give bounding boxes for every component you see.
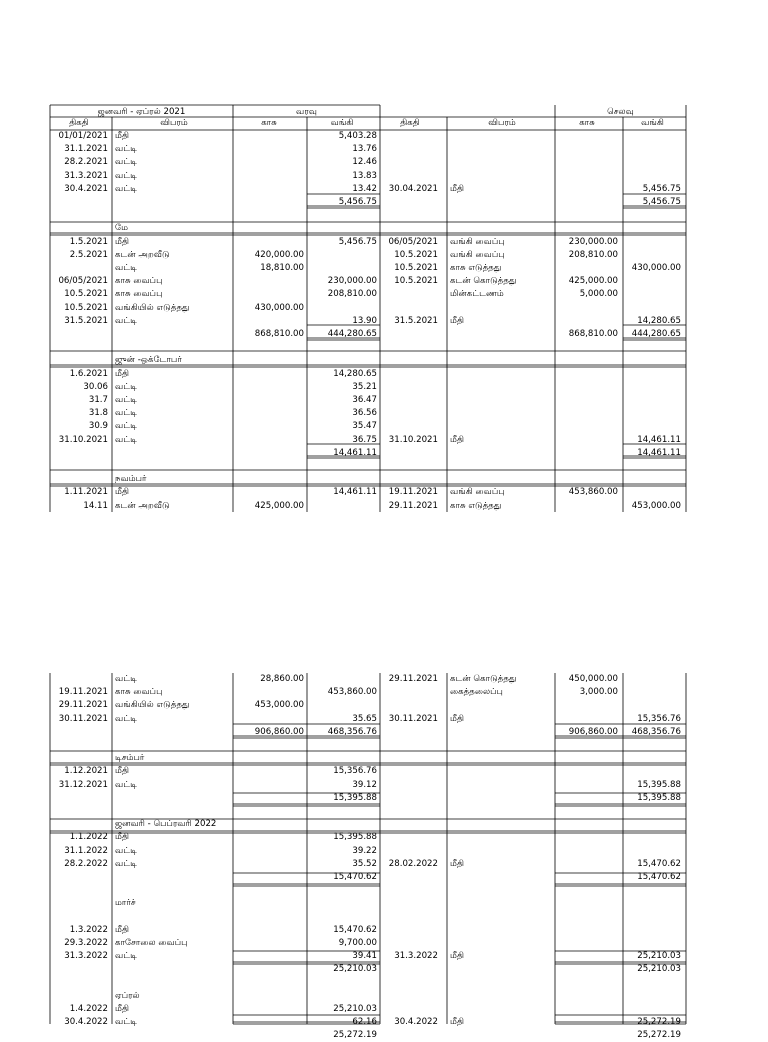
receipt-desc-cell: மீதி: [115, 131, 129, 141]
receipt-cash-cell: 430,000.00: [254, 302, 304, 313]
receipt-date-cell: 30.4.2022: [64, 1017, 108, 1028]
payment-date-cell: 10.5.2021: [394, 263, 438, 273]
table-row: [0, 818, 768, 831]
payment-bank-cell: 14,461.11: [637, 434, 681, 445]
receipt-desc-cell: மீதி: [115, 924, 129, 935]
receipt-date-cell: 29.3.2022: [64, 938, 108, 948]
payment-bank-cell: 25,210.03: [637, 964, 681, 975]
table-row: [0, 447, 768, 460]
payment-date-cell: 30.11.2021: [388, 713, 438, 724]
payment-desc-cell: மீதி: [450, 858, 464, 869]
receipt-date-cell: 30.4.2021: [64, 183, 108, 194]
payment-bank-cell: 25,272.19: [637, 1030, 681, 1041]
payment-cash-cell: 453,860.00: [568, 487, 618, 498]
receipt-bank-cell: 35.52: [352, 858, 377, 869]
receipt-bank-cell: 62.16: [352, 1017, 377, 1028]
receipt-date-cell: 31.5.2021: [64, 315, 108, 326]
payment-bank-cell: 453,000.00: [631, 500, 681, 511]
table-row: [0, 765, 768, 778]
table-row: [0, 209, 768, 222]
payment-cash-cell: 208,810.00: [568, 249, 618, 260]
receipt-desc-cell: காசோலை வைப்பு: [115, 938, 188, 948]
receipt-date-cell: 31.10.2021: [58, 434, 108, 445]
table-row: [0, 673, 768, 686]
payment-bank-cell: 25,210.03: [637, 951, 681, 962]
payments-title: செலவு: [607, 107, 634, 117]
receipt-date-cell: 2.5.2021: [69, 249, 108, 260]
payment-desc-cell: வங்கி வைப்பு: [450, 236, 505, 247]
ledger-sheet-page-2: [0, 512, 768, 1041]
table-row: [0, 990, 768, 1003]
receipt-bank-cell: 25,210.03: [333, 964, 377, 975]
table-row: [0, 858, 768, 871]
receipt-desc-cell: டிசம்பர்: [115, 753, 145, 764]
payment-desc-cell: மீதி: [450, 434, 464, 445]
receipt-bank-cell: 35.21: [352, 381, 377, 392]
table-row: [0, 394, 768, 407]
receipt-desc-cell: வட்டி: [115, 858, 137, 869]
receipt-date-cell: 31.7: [88, 395, 108, 405]
receipt-date-cell: 10.5.2021: [64, 302, 108, 313]
table-row: [0, 183, 768, 196]
table-row: [0, 739, 768, 752]
payment-date-cell: 31.5.2021: [394, 315, 438, 326]
receipt-desc-cell: வட்டி: [115, 157, 137, 168]
receipt-date-cell: 30.11.2021: [58, 713, 108, 724]
payment-date-cell: 28.02.2022: [388, 858, 438, 869]
receipt-bank-cell: 14,461.11: [333, 447, 377, 458]
receipt-bank-cell: 9,700.00: [338, 938, 377, 948]
receipt-cash-cell: 453,000.00: [254, 700, 304, 711]
table-row: [0, 407, 768, 420]
table-row: [0, 486, 768, 499]
payment-desc-cell: வங்கி வைப்பு: [450, 487, 505, 498]
table-row: [0, 831, 768, 844]
table-row: [0, 420, 768, 433]
table-row: [0, 686, 768, 699]
receipt-desc-cell: மீதி: [115, 368, 129, 379]
receipt-bank-cell: 12.46: [352, 157, 377, 168]
receipt-date-cell: 1.5.2021: [69, 236, 108, 247]
table-row: [0, 1016, 768, 1029]
table-row: [0, 222, 768, 235]
ledger-sheet-page-1: [0, 0, 768, 512]
payment-bank-cell: 15,470.62: [637, 858, 681, 869]
table-row: [0, 249, 768, 262]
receipt-desc-cell: காசு வைப்பு: [115, 289, 163, 300]
receipt-date-cell: 31.3.2022: [64, 951, 108, 962]
receipt-desc-cell: மீதி: [115, 1004, 129, 1014]
receipt-desc-cell: ஏப்ரல்: [115, 990, 140, 1001]
table-row: [0, 1029, 768, 1042]
payment-desc-cell: கடன் கொடுத்தது: [450, 674, 517, 684]
payment-desc-cell: காசு எடுத்தது: [450, 500, 502, 511]
receipt-cash-cell: 906,860.00: [254, 726, 304, 737]
receipt-bank-cell: 15,470.62: [333, 924, 377, 935]
receipt-bank-cell: 14,461.11: [333, 487, 377, 498]
receipt-date-cell: 01/01/2021: [58, 131, 108, 141]
receipt-date-cell: 19.11.2021: [58, 687, 108, 698]
payment-date-cell: 06/05/2021: [388, 236, 438, 247]
payment-bank-cell: 15,395.88: [637, 792, 681, 803]
receipt-date-cell: 31.12.2021: [58, 779, 108, 790]
receipt-cash-cell: 425,000.00: [254, 500, 304, 511]
receipt-bank-cell: 14,280.65: [333, 368, 377, 379]
receipt-desc-cell: காசு வைப்பு: [115, 276, 163, 287]
receipt-bank-cell: 5,456.75: [338, 197, 377, 207]
col-bank-payments: வங்கி: [641, 118, 664, 128]
receipt-bank-cell: 13.83: [352, 170, 377, 181]
table-row: [0, 963, 768, 976]
payment-desc-cell: மீதி: [450, 1017, 464, 1028]
receipt-cash-cell: 868,810.00: [254, 329, 304, 339]
receipt-bank-cell: 5,403.28: [338, 131, 377, 141]
receipt-bank-cell: 15,356.76: [333, 766, 377, 777]
receipt-date-cell: 1.1.2022: [69, 832, 108, 843]
payment-desc-cell: கைத்தலைப்பு: [450, 687, 503, 698]
table-row: [0, 500, 768, 513]
receipt-desc-cell: காசு வைப்பு: [115, 687, 163, 698]
table-row: [0, 156, 768, 169]
payment-date-cell: 10.5.2021: [394, 249, 438, 260]
table-row: [0, 911, 768, 924]
receipt-bank-cell: 35.47: [352, 421, 377, 432]
receipt-desc-cell: வட்டி: [115, 674, 137, 684]
receipt-desc-cell: வட்டி: [115, 381, 137, 392]
receipt-cash-cell: 420,000.00: [254, 249, 304, 260]
payment-date-cell: 19.11.2021: [388, 487, 438, 498]
payment-desc-cell: வங்கி வைப்பு: [450, 249, 505, 260]
receipt-desc-cell: வட்டி: [115, 779, 137, 790]
receipt-date-cell: 14.11: [83, 500, 108, 511]
table-row: [0, 752, 768, 765]
receipt-date-cell: 28.2.2022: [64, 858, 108, 869]
receipt-desc-cell: வட்டி: [115, 144, 137, 155]
payment-bank-cell: 444,280.65: [631, 329, 681, 339]
period-title: ஜனவரி - ஏப்ரல் 2021: [97, 107, 186, 117]
receipt-date-cell: 28.2.2021: [64, 157, 108, 168]
col-desc-payments: விபரம்: [488, 118, 516, 128]
payment-cash-cell: 3,000.00: [579, 687, 618, 698]
receipt-bank-cell: 13.42: [352, 183, 377, 194]
receipt-bank-cell: 444,280.65: [327, 329, 377, 339]
receipt-cash-cell: 18,810.00: [260, 263, 304, 273]
payment-date-cell: 30.4.2022: [394, 1017, 438, 1028]
receipt-bank-cell: 15,395.88: [333, 832, 377, 843]
receipt-desc-cell: வட்டி: [115, 1017, 137, 1028]
receipt-bank-cell: 13.76: [352, 144, 377, 155]
payment-bank-cell: 5,456.75: [642, 197, 681, 207]
payment-bank-cell: 430,000.00: [631, 263, 681, 273]
receipt-bank-cell: 230,000.00: [327, 276, 377, 287]
receipt-date-cell: 06/05/2021: [58, 276, 108, 287]
receipt-bank-cell: 35.65: [352, 713, 377, 724]
receipt-desc-cell: வட்டி: [115, 408, 137, 419]
receipt-bank-cell: 36.75: [352, 434, 377, 445]
receipt-bank-cell: 13.90: [352, 315, 377, 326]
table-row: [0, 196, 768, 209]
receipt-date-cell: 1.11.2021: [64, 487, 108, 498]
payment-cash-cell: 450,000.00: [568, 674, 618, 684]
col-bank-receipts: வங்கி: [330, 118, 354, 128]
payment-bank-cell: 5,456.75: [642, 183, 681, 194]
payment-date-cell: 29.11.2021: [388, 674, 438, 684]
table-row: [0, 845, 768, 858]
payment-bank-cell: 15,395.88: [637, 779, 681, 790]
receipt-date-cell: 29.11.2021: [58, 700, 108, 711]
receipt-desc-cell: வட்டி: [115, 713, 137, 724]
table-row: [0, 726, 768, 739]
receipt-bank-cell: 39.22: [352, 845, 377, 856]
table-row: [0, 381, 768, 394]
receipt-date-cell: 30.06: [83, 381, 108, 392]
payment-date-cell: 30.04.2021: [388, 183, 438, 194]
receipts-title: வரவு: [296, 107, 317, 117]
receipt-bank-cell: 39.12: [352, 779, 377, 790]
col-date-receipts: திகதி: [69, 118, 89, 128]
table-row: [0, 275, 768, 288]
receipt-bank-cell: 468,356.76: [327, 726, 377, 737]
receipt-desc-cell: வட்டி: [115, 395, 137, 405]
receipt-date-cell: 1.12.2021: [64, 766, 108, 777]
receipt-bank-cell: 36.56: [352, 408, 377, 419]
table-row: [0, 170, 768, 183]
table-row: [0, 937, 768, 950]
payment-desc-cell: மீதி: [450, 713, 464, 724]
payment-bank-cell: 468,356.76: [631, 726, 681, 737]
table-row: [0, 924, 768, 937]
table-row: [0, 302, 768, 315]
receipt-date-cell: 30.9: [88, 421, 108, 432]
receipt-desc-cell: மீதி: [115, 832, 129, 843]
receipt-desc-cell: வட்டி: [115, 421, 137, 432]
receipt-desc-cell: வட்டி: [115, 315, 137, 326]
table-row: [0, 368, 768, 381]
col-cash-receipts: காசு: [261, 118, 277, 128]
payment-desc-cell: கடன் கொடுத்தது: [450, 276, 517, 287]
table-row: [0, 341, 768, 354]
receipt-bank-cell: 36.47: [352, 395, 377, 405]
payment-date-cell: 31.10.2021: [388, 434, 438, 445]
table-row: [0, 288, 768, 301]
receipt-bank-cell: 453,860.00: [327, 687, 377, 698]
receipt-date-cell: 1.4.2022: [69, 1004, 108, 1014]
receipt-bank-cell: 5,456.75: [338, 236, 377, 247]
payment-bank-cell: 25,272.19: [637, 1017, 681, 1028]
receipt-bank-cell: 25,272.19: [333, 1030, 377, 1041]
receipt-desc-cell: வட்டி: [115, 170, 137, 181]
payment-cash-cell: 230,000.00: [568, 236, 618, 247]
receipt-cash-cell: 28,860.00: [260, 674, 304, 684]
receipt-date-cell: 31.3.2021: [64, 170, 108, 181]
table-row: [0, 884, 768, 897]
table-row: [0, 792, 768, 805]
table-row: [0, 977, 768, 990]
receipt-desc-cell: கடன் அறவீடு: [115, 500, 170, 511]
receipt-desc-cell: மீதி: [115, 766, 129, 777]
receipt-desc-cell: வட்டி: [115, 434, 137, 445]
payment-cash-cell: 5,000.00: [579, 289, 618, 300]
table-row: [0, 473, 768, 486]
receipt-desc-cell: ஜனவரி - பெப்ரவரி 2022: [115, 819, 217, 830]
payment-desc-cell: மீதி: [450, 183, 464, 194]
receipt-date-cell: 31.1.2022: [64, 845, 108, 856]
receipt-bank-cell: 39.41: [352, 951, 377, 962]
table-row: [0, 779, 768, 792]
receipt-date-cell: 31.1.2021: [64, 144, 108, 155]
table-row: [0, 354, 768, 367]
table-row: [0, 713, 768, 726]
receipt-desc-cell: வங்கியில் எடுத்தது: [115, 302, 190, 313]
payment-bank-cell: 14,280.65: [637, 315, 681, 326]
payment-date-cell: 10.5.2021: [394, 276, 438, 287]
col-cash-payments: காசு: [579, 118, 595, 128]
payment-cash-cell: 906,860.00: [568, 726, 618, 737]
receipt-desc-cell: வட்டி: [115, 951, 137, 962]
table-row: [0, 897, 768, 910]
table-row: [0, 262, 768, 275]
table-row: [0, 950, 768, 963]
table-row: [0, 460, 768, 473]
payment-bank-cell: 15,470.62: [637, 872, 681, 882]
receipt-date-cell: 1.6.2021: [69, 368, 108, 379]
receipt-date-cell: 31.8: [88, 408, 108, 419]
receipt-desc-cell: மே: [115, 223, 129, 234]
receipt-date-cell: 1.3.2022: [69, 924, 108, 935]
payment-desc-cell: காசு எடுத்தது: [450, 263, 502, 273]
table-row: [0, 130, 768, 143]
receipt-date-cell: 10.5.2021: [64, 289, 108, 300]
col-desc-receipts: விபரம்: [160, 118, 188, 128]
receipt-desc-cell: மார்ச்: [115, 898, 136, 909]
receipt-desc-cell: வட்டி: [115, 183, 137, 194]
table-row: [0, 328, 768, 341]
payment-date-cell: 29.11.2021: [388, 500, 438, 511]
table-row: [0, 315, 768, 328]
payment-bank-cell: 15,356.76: [637, 713, 681, 724]
receipt-bank-cell: 25,210.03: [333, 1004, 377, 1014]
receipt-bank-cell: 208,810.00: [327, 289, 377, 300]
receipt-desc-cell: வட்டி: [115, 263, 137, 273]
receipt-desc-cell: வட்டி: [115, 845, 137, 856]
table-row: [0, 434, 768, 447]
payment-date-cell: 31.3.2022: [394, 951, 438, 962]
column-header-row: [0, 117, 768, 130]
payment-cash-cell: 425,000.00: [568, 276, 618, 287]
payment-desc-cell: மீதி: [450, 315, 464, 326]
receipt-desc-cell: நவம்பர்: [115, 474, 147, 485]
payment-desc-cell: மீதி: [450, 951, 464, 962]
table-row: [0, 805, 768, 818]
col-date-payments: திகதி: [400, 118, 420, 128]
receipt-desc-cell: வங்கியில் எடுத்தது: [115, 700, 190, 711]
table-row: [0, 1003, 768, 1016]
table-row: [0, 699, 768, 712]
receipt-desc-cell: மீதி: [115, 236, 129, 247]
payment-desc-cell: மின்கட்டணம்: [450, 289, 504, 300]
receipt-desc-cell: ஜுன் -ஒக்டோபர்: [115, 355, 182, 366]
receipt-bank-cell: 15,470.62: [333, 872, 377, 882]
table-row: [0, 236, 768, 249]
table-row: [0, 871, 768, 884]
table-row: [0, 143, 768, 156]
receipt-desc-cell: கடன் அறவீடு: [115, 249, 170, 260]
receipt-bank-cell: 15,395.88: [333, 792, 377, 803]
payment-cash-cell: 868,810.00: [568, 329, 618, 339]
receipt-desc-cell: மீதி: [115, 487, 129, 498]
payment-bank-cell: 14,461.11: [637, 447, 681, 458]
